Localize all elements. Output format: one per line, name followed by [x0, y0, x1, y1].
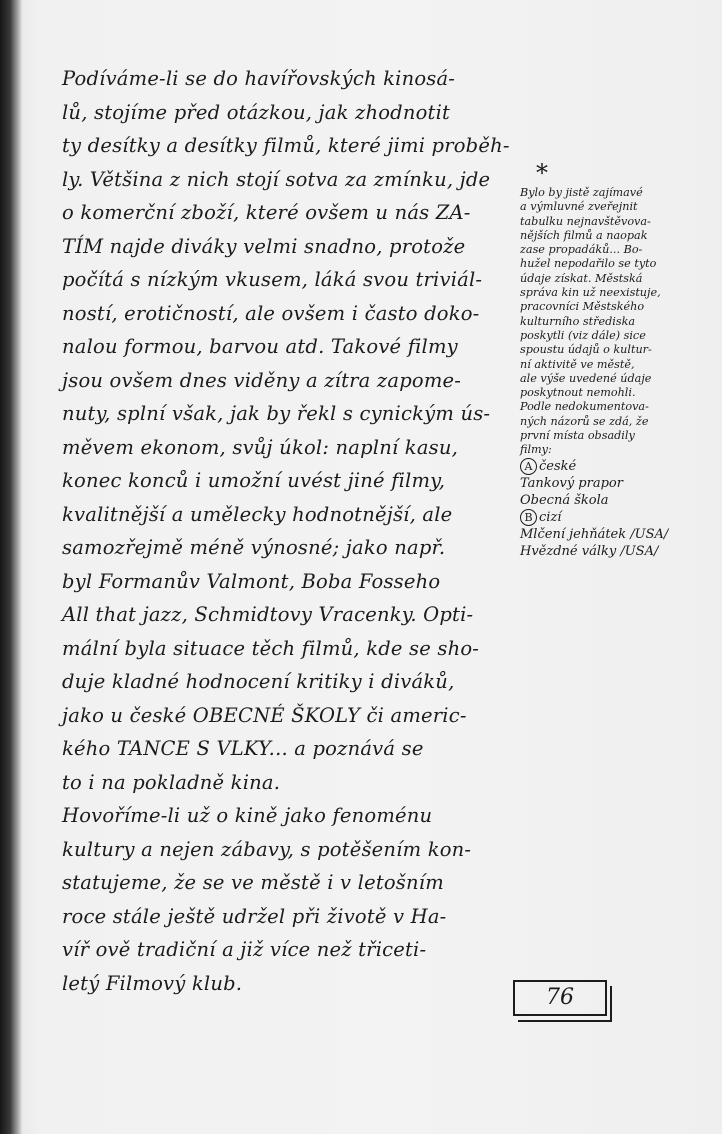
footnote-line: poskytnout nemohli.: [520, 386, 636, 400]
text-line: nalou formou, barvou atd. Takové filmy: [62, 335, 458, 358]
footnote-line: tabulku nejnavštěvova-: [520, 214, 651, 228]
footnote-line: údaje získat. Městská: [520, 271, 643, 285]
footnote-line: filmy:: [520, 443, 552, 457]
text-line: to i na pokladně kina.: [62, 770, 281, 794]
text-line: nuty, splní však, jak by řekl s cynickým ús-: [62, 402, 491, 425]
list-a-heading: [520, 458, 716, 475]
footnote-line: ných názorů se zdá, že: [520, 414, 649, 428]
text-line: ly. Většina z nich stojí sotva za zmínku, jde: [62, 167, 491, 191]
page-number: 76: [513, 980, 607, 1016]
text-line: letý Filmový klub.: [62, 971, 243, 995]
text-line: kého TANCE S VLKY... a poznává se: [62, 737, 424, 760]
text-line: kvalitnější a umělecky hodnotnější, ale: [62, 502, 453, 526]
footnote-line: zase propadáků... Bo-: [520, 243, 643, 257]
text-line: ností, erotičností, ale ovšem i často doko-: [62, 301, 480, 325]
footnote-line: ní aktivitě ve městě,: [520, 357, 635, 371]
main-body-text: [62, 62, 512, 1000]
list-b-item: Hvězdné války /USA/: [520, 543, 659, 559]
footnote-line: Bylo by jistě zajímavé: [520, 186, 643, 199]
margin-footnote: [520, 159, 716, 560]
text-line: samozřejmě méně výnosné; jako např.: [62, 536, 446, 559]
footnote-line: hužel nepodařilo se tyto: [520, 257, 657, 271]
text-line: počítá s nízkým vkusem, láká svou triviál-: [62, 268, 483, 291]
footnote-line: první místa obsadily: [520, 429, 635, 443]
footnote-line: Podle nedokumentova-: [520, 400, 649, 414]
footnote-line: poskytli (viz dále) sice: [520, 328, 646, 342]
text-line: konec konců i umožní uvést jiné filmy,: [62, 469, 446, 492]
footnote-line: kulturního střediska: [520, 314, 636, 328]
text-line: statujeme, že se ve městě i v letošním: [62, 871, 444, 894]
text-line: jsou ovšem dnes viděny a zítra zapome-: [62, 368, 462, 392]
text-line: roce stále ještě udržel při životě v Ha-: [62, 904, 447, 928]
page-binding-shadow: [0, 0, 22, 1134]
list-a-item: Tankový prapor: [520, 475, 623, 491]
text-line: ty desítky a desítky filmů, které jimi proběh-: [62, 134, 510, 157]
text-line: jako u české OBECNÉ ŠKOLY či americ-: [62, 703, 467, 727]
text-line: All that jazz, Schmidtovy Vracenky. Opti-: [62, 603, 474, 626]
footnote-line: pracovníci Městského: [520, 300, 645, 314]
list-a-marker: A: [520, 458, 537, 475]
list-a-label: české: [539, 458, 577, 474]
list-b-heading: [520, 509, 716, 526]
text-line: Podíváme-li se do havířovských kinosá-: [62, 67, 456, 90]
footnote-line: spoustu údajů o kultur-: [520, 343, 652, 357]
text-line: měvem ekonom, svůj úkol: naplní kasu,: [62, 435, 459, 459]
footnote-line: nějších filmů a naopak: [520, 228, 648, 242]
text-line: byl Formanův Valmont, Boba Fosseho: [62, 569, 441, 593]
footnote-line: správa kin už neexistuje,: [520, 286, 661, 300]
text-line: TÍM najde diváky velmi snadno, protože: [62, 234, 466, 258]
list-b-label: cizí: [539, 509, 562, 525]
text-line: kultury a nejen zábavy, s potěšením kon-: [62, 837, 472, 861]
footnote-asterisk: *: [536, 159, 548, 187]
footnote-line: ale výše uvedené údaje: [520, 371, 652, 385]
text-line: lů, stojíme před otázkou, jak zhodnotit: [62, 100, 451, 124]
text-line: víř ově tradiční a již více než třiceti-: [62, 938, 427, 961]
text-line: o komerční zboží, které ovšem u nás ZA-: [62, 201, 471, 224]
list-b-marker: B: [520, 509, 537, 526]
text-line: Hovoříme-li už o kině jako fenoménu: [62, 804, 433, 827]
footnote-line: a výmluvné zveřejnit: [520, 200, 638, 214]
text-line: duje kladné hodnocení kritiky i diváků,: [62, 670, 455, 693]
list-b-item: Mlčení jehňátek /USA/: [520, 526, 669, 542]
text-line: mální byla situace těch filmů, kde se sho-: [62, 636, 480, 660]
list-a-item: Obecná škola: [520, 492, 609, 508]
